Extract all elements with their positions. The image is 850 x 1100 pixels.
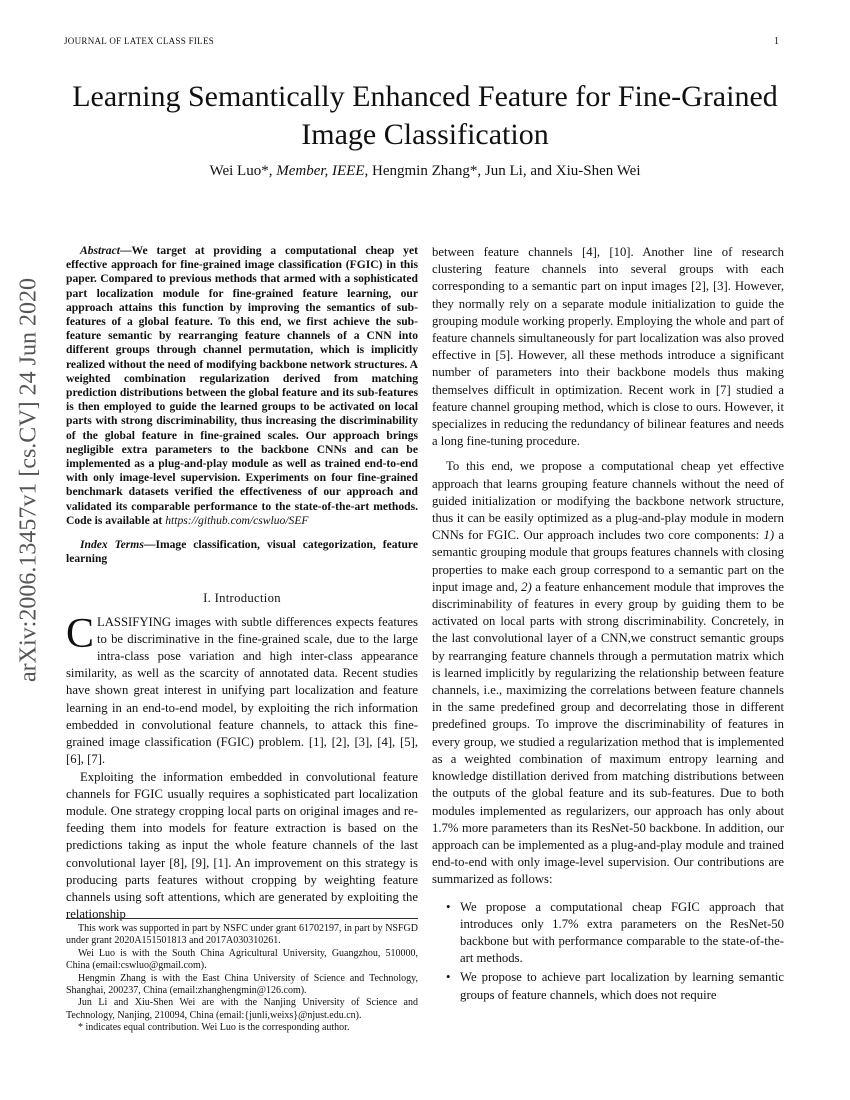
right-paragraph-2-c: a feature enhancement module that improves the discriminability of features in every group by guiding them to be activated on local parts with strong discriminability. Concretely, in the last convolutional layer of a CNN,we construct semantic groups by rearranging feature channels through a permutation matrix which is learned implicitly by regularizing the relationship between feature channels, i.e., maximizing the correlations between feature channels in the same predefined group and decorrelating those in different predefined groups. To improve the discriminability of features in every group, we studied a regularization method that is implemented as a weighted combination of maximum entropy learning and knowledge distillation derived from matching distributions between the outputs of the global feature and its sub-features. Due to both modules implemented as regularizers, our approach has only about 1.7% more parameters than its ResNet-50 backbone. In addition, our approach can be implemented as a plug-and-play module and trained end-to-end with only image-level supervision. Our contributions are summarized as follows: (432, 579, 784, 887)
right-column (432, 244, 784, 1006)
abstract-text: —We target at providing a computational cheap yet effective approach for fine-grained image classification (FGIC) in this paper. Compared to previous methods that armed with a sophisticated part localization module for fine-grained feature learning, our approach attains this function by improving the semantics of sub-features of a global feature. To this end, we first achieve the sub-feature semantic by rearranging feature channels of a CNN into different groups through channel permutation, which is implicitly realized without the need of modifying backbone network structures. A weighted combination regularization derived from matching prediction distributions between the global feature and its sub-features is then employed to guide the learned groups to be activated on local parts with strong discriminability, thus increasing the discriminability of the global feature in fine-grained scales. Our approach brings negligible extra parameters to the backbone CNNs and can be implemented as a plug-and-play module as well as trained end-to-end with only image-level supervision. Experiments on four fine-grained benchmark datasets verified the effectiveness of our approach and validated its comparable performance to the state-of-the-art methods. Code is available at (66, 244, 418, 527)
footnote-author-1: Wei Luo is with the South China Agricultural University, Guangzhou, 510000, China (email:cswluo@gmail.com). (66, 947, 418, 972)
section-heading-introduction: I. Introduction (203, 591, 281, 606)
drop-cap: C (66, 610, 95, 657)
right-paragraph-2-b: a semantic grouping module that groups features channels with closing properties to make each group correspond to a semantic part on the input image and, (432, 528, 784, 594)
code-link[interactable]: https://github.com/cswluo/SEF (165, 513, 309, 527)
footnote-funding: This work was supported in part by NSFC under grant 61702197, in part by NSFGD under grant 2020A151501813 and 2017A030310261. (66, 923, 418, 947)
index-terms (66, 538, 418, 566)
author-first-role: Member, IEEE (276, 163, 365, 179)
enum-1: 1) (763, 528, 775, 543)
author-rest: , Hengmin Zhang*, Jun Li, and Xiu-Shen Wei (364, 163, 641, 179)
right-paragraph-2-a: To this end, we propose a computational cheap yet effective approach that learns grouping feature channels without the need of guided initialization or modifying the backbone network structure, thus it can be easily optimized as a plug-and-play module in modern CNNs for FGIC. Our approach includes two core components: (432, 459, 784, 543)
intro-paragraph-2: Exploiting the information embedded in convolutional feature channels for FGIC usually requires a sophisticated part localization module. One strategy cropping local parts on original images and re-feeding them into models for feature extraction is based on the predictions taking as input the whole feature channels of the last convolutional layer [8], [9], [1]. An improvement on this strategy is producing parts features without cropping by weighting feature channels using soft attentions, which are generated by exploiting the relationship (66, 769, 418, 922)
abstract (66, 244, 418, 528)
contributions-list (432, 899, 784, 1004)
footnote-author-2: Hengmin Zhang is with the East China University of Science and Technology, Shanghai, 200237, China (email:zhanghengmin@126.com). (66, 972, 418, 997)
right-paragraph-2 (432, 458, 784, 888)
running-header: JOURNAL OF LATEX CLASS FILES (64, 36, 215, 46)
footnotes (66, 918, 418, 1035)
intro-paragraph-1 (66, 610, 418, 769)
author-line (60, 163, 790, 180)
index-terms-text: —Image classification, visual categorization, feature learning (66, 538, 418, 566)
intro-paragraph-1-text: LASSIFYING images with subtle differences expects features to be discriminative in the fine-grained scale, due to the large intra-class pose variation and high inter-class appearance similarity, as well as the scarcity of annotated data. Recent studies have shown great interest in unifying part localization and feature learning in an end-to-end model, by exploiting the rich information embedded in convolutional feature channels, to attack this fine-grained image classification (FGIC) problem. [1], [2], [3], [4], [5], [6], [7]. (66, 614, 418, 767)
contribution-item: • We propose to achieve part localization by learning semantic groups of feature channels, which does not require (432, 969, 784, 1003)
index-terms-label: Index Terms (80, 538, 144, 552)
arxiv-stamp-text: arXiv:2006.13457v1 [cs.CV] 24 Jun 2020 (15, 278, 42, 682)
page-number: 1 (774, 36, 779, 47)
arxiv-stamp (6, 278, 52, 682)
right-paragraph-1: between feature channels [4], [10]. Another line of research clustering feature channels into several groups with each corresponding to a semantic part on input images [2], [3]. However, they normally rely on a separate module initialization to guide the grouping module working properly. Employing the whole and part of feature channels simultaneously for part localization was also proved effective in [5]. However, all these methods introduce a significant number of parameters into their backbone models thus making themselves difficult in optimization. Recent work in [7] studied a feature channel grouping method, which is close to ours. However, it specializes in reducing the redundancy of bilinear features and needs a long fine-tuning procedure. (432, 245, 784, 449)
footnote-equal-contribution: * indicates equal contribution. Wei Luo is the corresponding author. (78, 1022, 350, 1034)
footnote-author-3: Jun Li and Xiu-Shen Wei are with the Nanjing University of Science and Technology, Nanjing, 210094, China (email:{junli,weixs}@njust.edu.cn). (66, 997, 418, 1021)
enum-2: 2) (521, 579, 532, 594)
contribution-item: • We propose a computational cheap FGIC approach that introduces only 1.7% extra parameters on the ResNet-50 backbone but with performance comparable to the state-of-the-art methods. (432, 899, 784, 968)
left-column (66, 244, 418, 923)
paper-title: Learning Semantically Enhanced Feature for Fine-Grained Image Classification (72, 80, 778, 151)
abstract-label: Abstract (80, 244, 120, 257)
author-first: Wei Luo*, (209, 163, 277, 179)
